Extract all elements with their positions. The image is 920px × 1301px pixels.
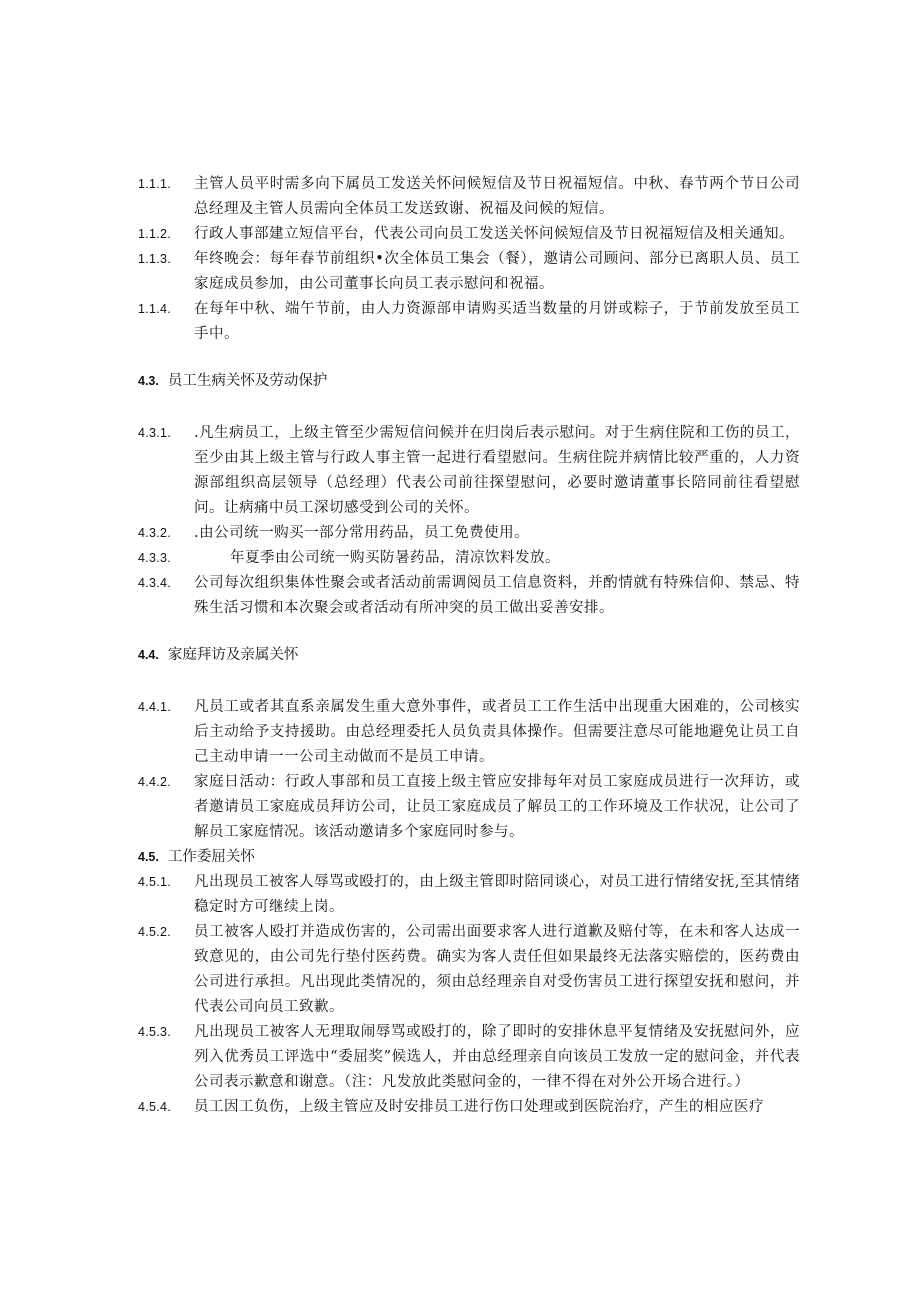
- item-number: 1.1.3.: [138, 252, 172, 266]
- list-item: [138, 770, 800, 845]
- list-item: [138, 920, 800, 1020]
- item-text: .凡生病员工，上级主管至少需短信问候并在归岗后表示慰问。对于生病住院和工伤的员工，至少由其上级主管与行政人事主管一起进行看望慰问。生病住院并病情比较严重的，人力资源部组织高层领导（总经理）代表公司前往探望慰问，必要时邀请董事长陪同前往看望慰问。让病痛中员工深切感受到公司的关怀。: [194, 425, 800, 516]
- item-number: 1.1.2.: [138, 227, 172, 241]
- item-number: 4.5.2.: [138, 925, 172, 939]
- list-item: [138, 870, 800, 920]
- item-text: 公司每次组织集体性聚会或者活动前需调阅员工信息资料，并酌情就有特殊信仰、禁忌、特殊生活习惯和本次聚会或者活动有所冲突的员工做出妥善安排。: [194, 575, 800, 616]
- section-title: 员工生病关怀及劳动保护: [167, 373, 328, 389]
- item-number: 4.3.4.: [138, 576, 172, 590]
- item-text: 主管人员平时需多向下属员工发送关怀问候短信及节日祝福短信。中秋、春节两个节日公司总经理及主管人员需向全体员工发送致谢、祝福及问候的短信。: [194, 176, 800, 217]
- item-number: 4.5.3.: [138, 1025, 172, 1039]
- list-item: [138, 172, 800, 222]
- list-item: [138, 1095, 800, 1120]
- item-number: 4.4.1.: [138, 700, 172, 714]
- item-number: 4.5.1.: [138, 875, 172, 889]
- section-number: 4.4.: [138, 648, 159, 662]
- list-item: [138, 247, 800, 297]
- section-title: 家庭拜访及亲属关怀: [167, 647, 299, 663]
- item-number: 4.3.1.: [138, 426, 172, 440]
- section-number: 4.3.: [138, 374, 159, 388]
- list-item: [138, 571, 800, 621]
- item-text: 凡出现员工被客人无理取闹辱骂或殴打的，除了即时的安排休息平复情绪及安抚慰问外，应列入优秀员工评选中“委屈奖”候选人，并由总经理亲自向该员工发放一定的慰问金，并代表公司表示歉意和谢意。（注：凡发放此类慰问金的，一律不得在对外公开场合进行。）: [194, 1024, 800, 1090]
- section-heading: [138, 369, 800, 394]
- list-item: [138, 695, 800, 770]
- item-text: 年夏季由公司统一购买防暑药品，清凉饮料发放。: [230, 550, 560, 566]
- item-text: 凡员工或者其直系亲属发生重大意外事件，或者员工工作生活中出现重大困难的，公司核实后主动给予支持援助。由总经理委托人员负责具体操作。但需要注意尽可能地避免让员工自己主动申请一一公司主动做而不是员工申请。: [194, 699, 800, 765]
- item-number: 4.3.2.: [138, 526, 172, 540]
- item-number: 4.3.3.: [138, 551, 172, 565]
- item-text: 家庭日活动：行政人事部和员工直接上级主管应安排每年对员工家庭成员进行一次拜访，或者邀请员工家庭成员拜访公司，让员工家庭成员了解员工的工作环境及工作状况，让公司了解员工家庭情况。该活动邀请多个家庭同时参与。: [194, 774, 800, 840]
- item-text: 行政人事部建立短信平台，代表公司向员工发送关怀问候短信及节日祝福短信及相关通知。: [194, 226, 794, 242]
- section-number: 4.5.: [138, 850, 159, 864]
- item-text: .由公司统一购买一部分常用药品，员工免费使用。: [194, 525, 530, 541]
- list-item: [138, 297, 800, 347]
- item-text: 员工因工负伤，上级主管应及时安排员工进行伤口处理或到医院治疗，产生的相应医疗: [194, 1099, 764, 1115]
- item-number: 4.4.2.: [138, 775, 172, 789]
- list-item: [138, 222, 800, 247]
- item-text: 员工被客人殴打并造成伤害的，公司需出面要求客人进行道歉及赔付等，在未和客人达成一致意见的，由公司先行垫付医药费。确实为客人责任但如果最终无法落实赔偿的，医药费由公司进行承担。凡出现此类情况的，须由总经理亲自对受伤害员工进行探望安抚和慰问，并代表公司向员工致歉。: [194, 924, 800, 1015]
- list-item: [138, 421, 800, 521]
- item-text: 年终晚会：每年春节前组织•次全体员工集会（餐），邀请公司顾问、部分已离职人员、员工家庭成员参加，由公司董事长向员工表示慰问和祝福。: [194, 251, 800, 292]
- item-text: 在每年中秋、端午节前，由人力资源部申请购买适当数量的月饼或粽子，于节前发放至员工手中。: [194, 301, 800, 342]
- document-body: [138, 172, 800, 1120]
- section-heading: [138, 845, 800, 870]
- item-number: 1.1.1.: [138, 177, 172, 191]
- section-heading: [138, 643, 800, 668]
- section-title: 工作委屈关怀: [167, 849, 255, 865]
- item-number: 4.5.4.: [138, 1100, 172, 1114]
- list-item: [138, 1020, 800, 1095]
- list-item: [138, 546, 800, 571]
- item-text: 凡出现员工被客人辱骂或殴打的，由上级主管即时陪同谈心，对员工进行情绪安抚,至其情绪稳定时方可继续上岗。: [194, 874, 800, 915]
- item-number: 1.1.4.: [138, 302, 172, 316]
- list-item: [138, 521, 800, 546]
